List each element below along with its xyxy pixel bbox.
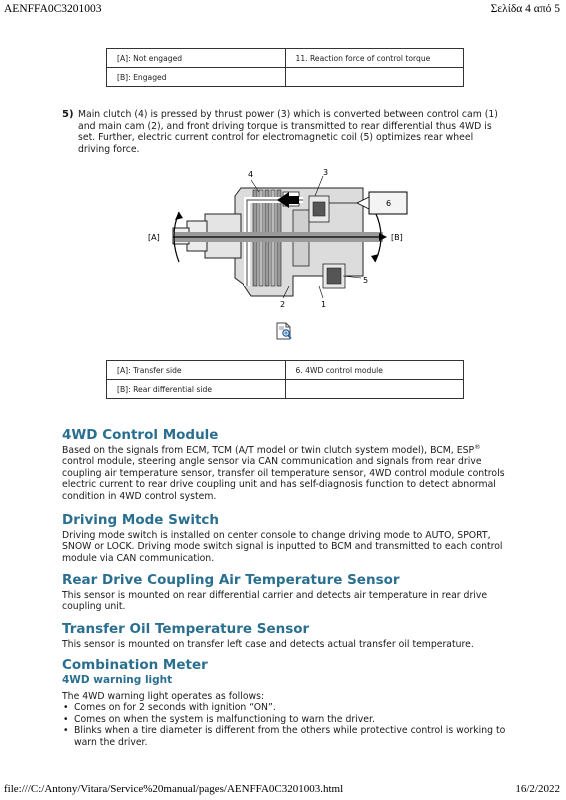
callout-label: 5 [363, 276, 369, 285]
page-footer-date: 16/2/2022 [515, 783, 560, 795]
callout-label: 6 [386, 199, 392, 208]
section-body [62, 442, 506, 502]
list-item: • Blinks when a tire diameter is different from the others while protective control is working to warn the driver. [62, 725, 506, 748]
section-oil-temperature-sensor [62, 621, 506, 650]
section-heading: Driving Mode Switch [62, 512, 220, 528]
list-item: • Comes on for 2 seconds with ignition “ON”. [62, 702, 506, 713]
section-heading: Rear Drive Coupling Air Temperature Sensor [62, 572, 400, 588]
section-heading: 4WD Control Module [62, 427, 219, 443]
legend-cell [285, 68, 464, 87]
step-text: Main clutch (4) is pressed by thrust power (3) which is converted between control cam (1) and main cam (2), and front driving torque is transmitted to rear differential thus 4WD is set. Further, electric current control for electromagnetic coil (5) optimizes rear wheel driving force. [78, 109, 498, 155]
table-row [107, 380, 464, 399]
legend-cell: [A]: Transfer side [107, 361, 286, 380]
callout-label: [A] [148, 233, 160, 242]
section-air-temperature-sensor [62, 572, 506, 613]
legend-cell: [B]: Rear differential side [107, 380, 286, 399]
page-header-doc-id: AENFFA0C3201003 [4, 3, 102, 15]
table-row [107, 49, 464, 68]
section-body: This sensor is mounted on transfer left case and detects actual transfer oil temperature. [62, 639, 474, 650]
registered-mark: ® [474, 442, 481, 451]
list-item: • Comes on when the system is malfunctioning to warn the driver. [62, 714, 506, 725]
legend-table-diagram [106, 360, 464, 399]
legend-cell: [B]: Engaged [107, 68, 286, 87]
legend-cell: 11. Reaction force of control torque [285, 49, 464, 68]
callout-label: 3 [323, 168, 329, 177]
body-text: Based on the signals from ECM, TCM (A/T model or twin clutch system model), BCM, ESP [62, 445, 475, 456]
zoom-document-icon[interactable] [276, 322, 292, 340]
callout-label: 2 [280, 300, 286, 309]
callout-label: 4 [248, 170, 254, 179]
callout-label: [B] [391, 233, 403, 242]
section-driving-mode-switch [62, 512, 506, 564]
callout-label: 1 [321, 300, 327, 309]
section-body: Driving mode switch is installed on center console to change driving mode to AUTO, SPORT, SNOW or LOCK. Driving mode switch signal is inputted to BCM and transmitted to each control module via CAN communication. [62, 530, 503, 564]
step-number: 5) [62, 109, 74, 120]
section-heading: Combination Meter [62, 657, 208, 673]
page-header-page-number: Σελίδα 4 από 5 [490, 3, 560, 15]
table-row [107, 361, 464, 380]
bullet-list [62, 702, 506, 748]
section-heading: Transfer Oil Temperature Sensor [62, 621, 310, 637]
page-footer-url: file:///C:/Antony/Vitara/Service%20manual/pages/AENFFA0C3201003.html [4, 783, 344, 795]
section-body: The 4WD warning light operates as follows: [62, 691, 265, 702]
step-5 [62, 109, 507, 155]
legend-cell: 6. 4WD control module [285, 361, 464, 380]
section-4wd-control-module [62, 427, 506, 502]
legend-table-top [106, 48, 464, 87]
coupling-diagram [143, 166, 415, 314]
table-row [107, 68, 464, 87]
body-text: control module, steering angle sensor via CAN communication and signals from rear drive coupling air temperature sensor, transfer oil temperature sensor, 4WD control module controls electric current to rear drive coupling unit and has self-diagnosis function to detect abnormal condition in 4WD control system. [62, 456, 505, 502]
subsection-heading: 4WD warning light [62, 674, 173, 686]
legend-cell: [A]: Not engaged [107, 49, 286, 68]
section-combination-meter [62, 657, 506, 748]
section-body: This sensor is mounted on rear differential carrier and detects air temperature in rear drive coupling unit. [62, 590, 488, 613]
legend-cell [285, 380, 464, 399]
